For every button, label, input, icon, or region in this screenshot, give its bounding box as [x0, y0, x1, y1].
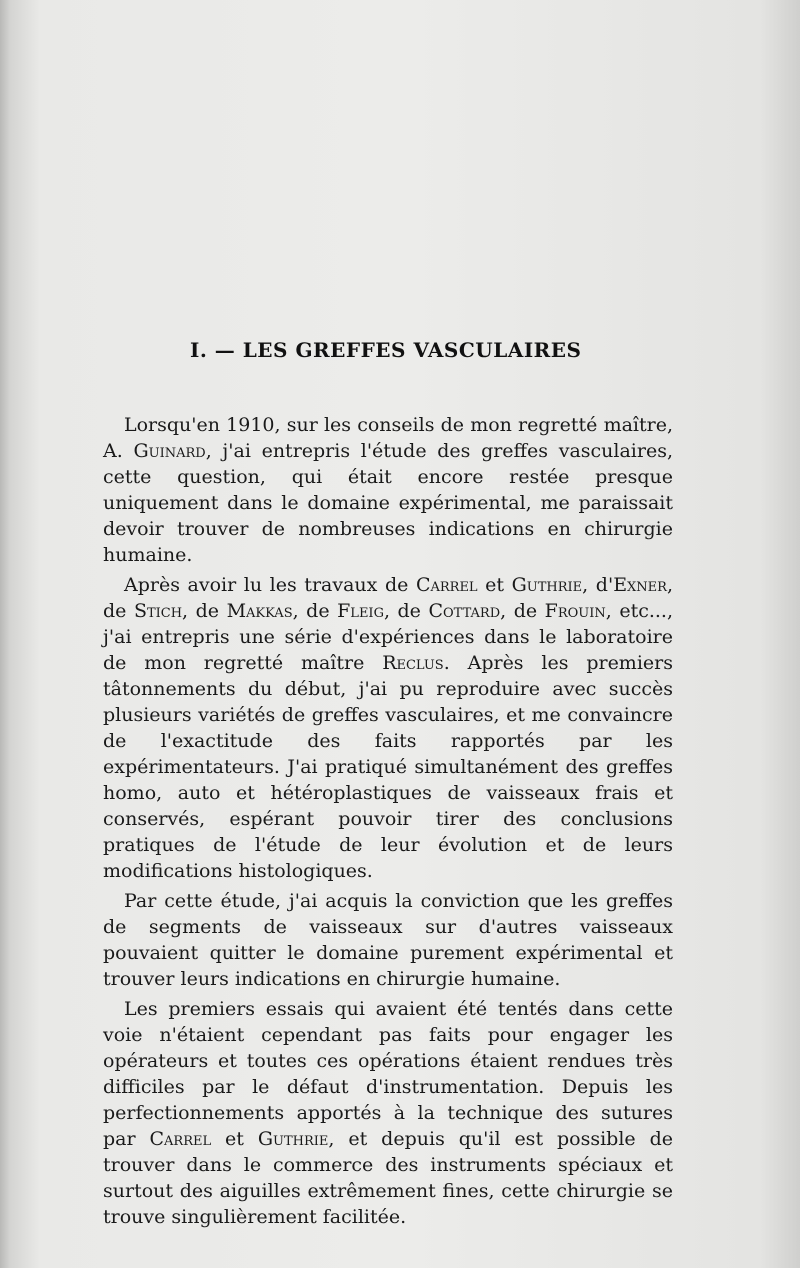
- author-name: Stich: [133, 600, 183, 622]
- author-name: Exner: [613, 574, 667, 596]
- text-run: . Après les premiers tâtonnements du début, j'ai pu reproduire avec succès plusieurs variétés de greffes vasculaires, et me convaincre de l'exactitude des faits rapportés par les expérimentateurs. J'ai pratiqué simultanément des greffes homo, auto et hétéroplastiques de vaisseaux frais et conservés, espérant pouvoir tirer des conclusions pratiques de l'étude de leur évolution et de leurs modifications histologiques.: [103, 652, 673, 882]
- text-run: , de: [292, 600, 338, 622]
- paragraph-1: [103, 412, 673, 568]
- author-name: Fleig: [337, 600, 384, 622]
- author-name: Guthrie: [257, 1128, 329, 1150]
- author-name: Guthrie: [511, 574, 583, 596]
- author-name: Guinard: [133, 440, 206, 462]
- author-name: Carrel: [149, 1128, 212, 1150]
- text-run: Les premiers essais qui avaient été tentés dans cette voie n'étaient cependant pas faits pour engager les opérateurs et toutes ces opérations étaient rendues très difficiles par le défaut d'instrumentation. Depuis les perfectionnements apportés à la technique des sutures par: [103, 998, 673, 1150]
- section-heading: I. — LES GREFFES VASCULAIRES: [190, 338, 582, 362]
- author-name: Reclus: [382, 652, 444, 674]
- text-run: Par cette étude, j'ai acquis la conviction que les greffes de segments de vaisseaux sur d'autres vaisseaux pouvaient quitter le domaine purement expérimental et trouver leurs indications en chirurgie humaine.: [103, 890, 673, 990]
- text-run: et: [211, 1128, 258, 1150]
- text-run: , j'ai entrepris l'étude des greffes vasculaires, cette question, qui était encore restée presque uniquement dans le domaine expérimental, me paraissait devoir trouver de nombreuses indications en chirurgie humaine.: [103, 440, 673, 566]
- text-run: , de: [383, 600, 429, 622]
- author-name: Makkas: [226, 600, 293, 622]
- text-run: , et depuis qu'il est possible de trouver dans le commerce des instruments spéciaux et surtout des aiguilles extrêmement fines, cette chirurgie se trouve singulièrement facilitée.: [103, 1128, 673, 1228]
- text-run: , etc..., j'ai entrepris une série d'expériences dans le laboratoire de mon regretté maître: [103, 600, 674, 674]
- body-text: [103, 412, 673, 1234]
- author-name: Carrel: [415, 574, 478, 596]
- text-run: Lorsqu'en 1910, sur les conseils de mon regretté maître, A.: [103, 414, 673, 462]
- paragraph-3: [103, 888, 673, 992]
- paragraph-2: [103, 572, 673, 884]
- text-run: , de: [500, 600, 545, 622]
- author-name: Frouin: [544, 600, 606, 622]
- author-name: Cottard: [428, 600, 501, 622]
- paragraph-4: [103, 996, 673, 1230]
- text-run: , de: [103, 574, 674, 622]
- text-run: , de: [182, 600, 227, 622]
- text-run: , d': [582, 574, 614, 596]
- text-run: Après avoir lu les travaux de: [124, 574, 416, 596]
- text-run: et: [477, 574, 512, 596]
